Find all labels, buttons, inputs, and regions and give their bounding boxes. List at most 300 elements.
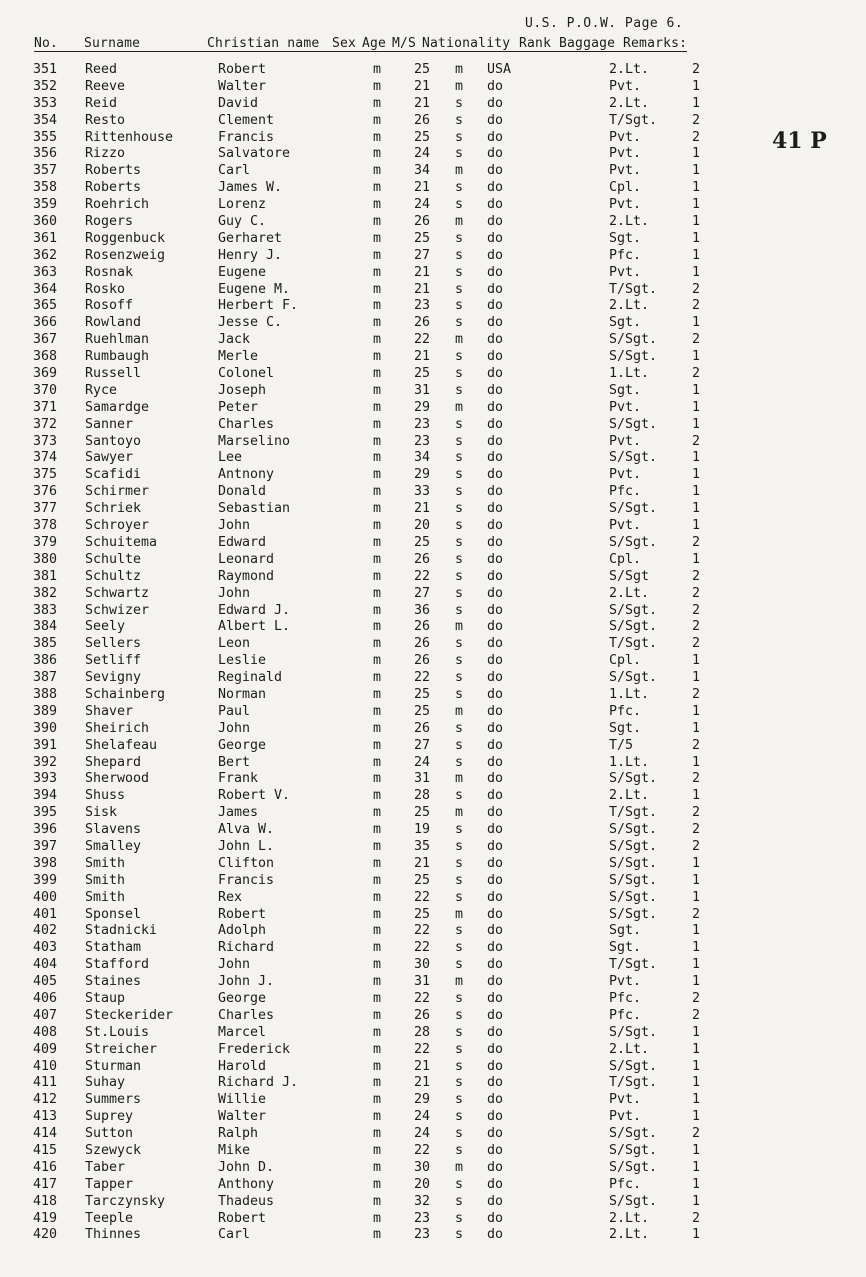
marital-status: s bbox=[455, 889, 464, 905]
baggage-count: 1 bbox=[692, 518, 701, 534]
nationality: do bbox=[487, 382, 504, 398]
surname: Smith bbox=[85, 872, 126, 888]
sex: m bbox=[373, 1159, 382, 1175]
surname: Rosko bbox=[85, 281, 126, 297]
surname: Russell bbox=[85, 366, 142, 382]
age: 33 bbox=[414, 484, 431, 500]
table-row bbox=[0, 163, 866, 180]
table-row bbox=[0, 704, 866, 721]
baggage-count: 2 bbox=[692, 112, 701, 128]
marital-status: m bbox=[455, 1159, 464, 1175]
marital-status: s bbox=[455, 95, 464, 111]
row-number: 356 bbox=[33, 146, 58, 162]
rank: Pfc. bbox=[609, 703, 642, 719]
row-number: 387 bbox=[33, 670, 58, 686]
nationality: do bbox=[487, 484, 504, 500]
surname: Shelafeau bbox=[85, 737, 158, 753]
christian-name: Paul bbox=[218, 703, 251, 719]
table-row bbox=[0, 265, 866, 282]
age: 24 bbox=[414, 197, 431, 213]
surname: Thinnes bbox=[85, 1227, 142, 1243]
table-row bbox=[0, 991, 866, 1008]
christian-name: Donald bbox=[218, 484, 267, 500]
row-number: 377 bbox=[33, 501, 58, 517]
table-row bbox=[0, 822, 866, 839]
surname: Santoyo bbox=[85, 433, 142, 449]
nationality: do bbox=[487, 450, 504, 466]
surname: Schriek bbox=[85, 501, 142, 517]
baggage-count: 1 bbox=[692, 788, 701, 804]
marital-status: s bbox=[455, 653, 464, 669]
table-row bbox=[0, 1008, 866, 1025]
marital-status: s bbox=[455, 349, 464, 365]
marital-status: s bbox=[455, 281, 464, 297]
baggage-count: 1 bbox=[692, 467, 701, 483]
sex: m bbox=[373, 214, 382, 230]
sex: m bbox=[373, 788, 382, 804]
baggage-count: 1 bbox=[692, 146, 701, 162]
marital-status: s bbox=[455, 585, 464, 601]
surname: Sponsel bbox=[85, 906, 142, 922]
baggage-count: 1 bbox=[692, 1092, 701, 1108]
table-row bbox=[0, 130, 866, 147]
row-number: 372 bbox=[33, 416, 58, 432]
sex: m bbox=[373, 366, 382, 382]
age: 23 bbox=[414, 1227, 431, 1243]
baggage-count: 2 bbox=[692, 366, 701, 382]
rank: 2.Lt. bbox=[609, 62, 650, 77]
nationality: do bbox=[487, 399, 504, 415]
nationality: do bbox=[487, 551, 504, 567]
sex: m bbox=[373, 264, 382, 280]
baggage-count: 1 bbox=[692, 349, 701, 365]
sex: m bbox=[373, 754, 382, 770]
surname: Summers bbox=[85, 1092, 142, 1108]
age: 26 bbox=[414, 720, 431, 736]
nationality: do bbox=[487, 1210, 504, 1226]
sex: m bbox=[373, 484, 382, 500]
row-number: 391 bbox=[33, 737, 58, 753]
age: 21 bbox=[414, 95, 431, 111]
age: 31 bbox=[414, 771, 431, 787]
baggage-count: 2 bbox=[692, 822, 701, 838]
nationality: do bbox=[487, 822, 504, 838]
age: 32 bbox=[414, 1193, 431, 1209]
marital-status: s bbox=[455, 484, 464, 500]
nationality: do bbox=[487, 889, 504, 905]
table-row bbox=[0, 349, 866, 366]
nationality: do bbox=[487, 1109, 504, 1125]
row-number: 397 bbox=[33, 838, 58, 854]
christian-name: Guy C. bbox=[218, 214, 267, 230]
age: 22 bbox=[414, 923, 431, 939]
rank: S/Sgt bbox=[609, 568, 650, 584]
surname: Sevigny bbox=[85, 670, 142, 686]
rank: Pvt. bbox=[609, 1109, 642, 1125]
baggage-count: 1 bbox=[692, 180, 701, 196]
age: 22 bbox=[414, 1143, 431, 1158]
surname: Schirmer bbox=[85, 484, 150, 500]
nationality: do bbox=[487, 957, 504, 973]
row-number: 359 bbox=[33, 197, 58, 213]
marital-status: s bbox=[455, 855, 464, 871]
age: 25 bbox=[414, 366, 431, 382]
baggage-count: 2 bbox=[692, 636, 701, 652]
table-row bbox=[0, 873, 866, 890]
christian-name: Richard bbox=[218, 940, 275, 956]
row-number: 395 bbox=[33, 805, 58, 821]
baggage-count: 1 bbox=[692, 78, 701, 94]
nationality: do bbox=[487, 433, 504, 449]
table-row bbox=[0, 1227, 866, 1244]
rank: Pvt. bbox=[609, 146, 642, 162]
sex: m bbox=[373, 1193, 382, 1209]
marital-status: s bbox=[455, 1210, 464, 1226]
table-row bbox=[0, 805, 866, 822]
christian-name: Norman bbox=[218, 686, 267, 702]
table-row bbox=[0, 957, 866, 974]
row-number: 394 bbox=[33, 788, 58, 804]
surname: Rumbaugh bbox=[85, 349, 150, 365]
christian-name: Eugene bbox=[218, 264, 267, 280]
table-row bbox=[0, 586, 866, 603]
row-number: 419 bbox=[33, 1210, 58, 1226]
table-row bbox=[0, 619, 866, 636]
surname: Sheirich bbox=[85, 720, 150, 736]
surname: Rogers bbox=[85, 214, 134, 230]
baggage-count: 1 bbox=[692, 1176, 701, 1192]
rank: Pvt. bbox=[609, 399, 642, 415]
christian-name: Antnony bbox=[218, 467, 275, 483]
nationality: do bbox=[487, 197, 504, 213]
age: 25 bbox=[414, 703, 431, 719]
baggage-count: 1 bbox=[692, 95, 701, 111]
surname: Shuss bbox=[85, 788, 126, 804]
table-row bbox=[0, 1194, 866, 1211]
age: 23 bbox=[414, 1210, 431, 1226]
row-number: 368 bbox=[33, 349, 58, 365]
baggage-count: 1 bbox=[692, 1143, 701, 1158]
christian-name: Jack bbox=[218, 332, 251, 348]
marital-status: s bbox=[455, 788, 464, 804]
christian-name: James W. bbox=[218, 180, 283, 196]
christian-name: Carl bbox=[218, 163, 251, 179]
baggage-count: 1 bbox=[692, 1109, 701, 1125]
sex: m bbox=[373, 737, 382, 753]
marital-status: m bbox=[455, 906, 464, 922]
surname: Schulte bbox=[85, 551, 142, 567]
sex: m bbox=[373, 315, 382, 331]
marital-status: s bbox=[455, 1075, 464, 1091]
handwritten-page-stamp: 41 P bbox=[772, 128, 827, 154]
christian-name: Albert L. bbox=[218, 619, 291, 635]
surname: Stafford bbox=[85, 957, 150, 973]
christian-name: Colonel bbox=[218, 366, 275, 382]
baggage-count: 1 bbox=[692, 703, 701, 719]
marital-status: m bbox=[455, 771, 464, 787]
rank: T/5 bbox=[609, 737, 634, 753]
age: 22 bbox=[414, 889, 431, 905]
baggage-count: 1 bbox=[692, 501, 701, 517]
nationality: do bbox=[487, 1227, 504, 1243]
baggage-count: 2 bbox=[692, 737, 701, 753]
age: 24 bbox=[414, 1109, 431, 1125]
baggage-count: 1 bbox=[692, 754, 701, 770]
age: 29 bbox=[414, 467, 431, 483]
row-number: 379 bbox=[33, 534, 58, 550]
christian-name: Thadeus bbox=[218, 1193, 275, 1209]
age: 22 bbox=[414, 940, 431, 956]
sex: m bbox=[373, 112, 382, 128]
table-row bbox=[0, 282, 866, 299]
table-row bbox=[0, 687, 866, 704]
row-number: 413 bbox=[33, 1109, 58, 1125]
row-number: 383 bbox=[33, 602, 58, 618]
row-number: 407 bbox=[33, 1007, 58, 1023]
baggage-count: 1 bbox=[692, 382, 701, 398]
christian-name: Peter bbox=[218, 399, 259, 415]
christian-name: Edward bbox=[218, 534, 267, 550]
row-number: 388 bbox=[33, 686, 58, 702]
sex: m bbox=[373, 281, 382, 297]
surname: Sturman bbox=[85, 1058, 142, 1074]
age: 26 bbox=[414, 214, 431, 230]
marital-status: s bbox=[455, 838, 464, 854]
rank: Pvt. bbox=[609, 518, 642, 534]
sex: m bbox=[373, 805, 382, 821]
nationality: do bbox=[487, 636, 504, 652]
row-number: 374 bbox=[33, 450, 58, 466]
christian-name: Salvatore bbox=[218, 146, 291, 162]
nationality: do bbox=[487, 366, 504, 382]
rank: Sgt. bbox=[609, 315, 642, 331]
christian-name: Leon bbox=[218, 636, 251, 652]
age: 25 bbox=[414, 534, 431, 550]
baggage-count: 1 bbox=[692, 940, 701, 956]
surname: Sawyer bbox=[85, 450, 134, 466]
baggage-count: 1 bbox=[692, 484, 701, 500]
nationality: do bbox=[487, 349, 504, 365]
marital-status: s bbox=[455, 247, 464, 263]
christian-name: Richard J. bbox=[218, 1075, 299, 1091]
row-number: 366 bbox=[33, 315, 58, 331]
sex: m bbox=[373, 568, 382, 584]
surname: Slavens bbox=[85, 822, 142, 838]
rank: 2.Lt. bbox=[609, 788, 650, 804]
nationality: do bbox=[487, 974, 504, 990]
table-row bbox=[0, 366, 866, 383]
rank: S/Sgt. bbox=[609, 450, 658, 466]
table-row bbox=[0, 501, 866, 518]
sex: m bbox=[373, 653, 382, 669]
sex: m bbox=[373, 332, 382, 348]
sex: m bbox=[373, 298, 382, 314]
age: 25 bbox=[414, 62, 431, 77]
row-number: 403 bbox=[33, 940, 58, 956]
baggage-count: 1 bbox=[692, 872, 701, 888]
nationality: do bbox=[487, 855, 504, 871]
sex: m bbox=[373, 940, 382, 956]
marital-status: s bbox=[455, 1109, 464, 1125]
sex: m bbox=[373, 889, 382, 905]
surname: Schroyer bbox=[85, 518, 150, 534]
nationality: do bbox=[487, 703, 504, 719]
table-row bbox=[0, 569, 866, 586]
marital-status: s bbox=[455, 230, 464, 246]
marital-status: s bbox=[455, 754, 464, 770]
sex: m bbox=[373, 585, 382, 601]
christian-name: John D. bbox=[218, 1159, 275, 1175]
rank: 2.Lt. bbox=[609, 298, 650, 314]
baggage-count: 1 bbox=[692, 1193, 701, 1209]
table-row bbox=[0, 180, 866, 197]
marital-status: s bbox=[455, 1126, 464, 1142]
sex: m bbox=[373, 923, 382, 939]
table-row bbox=[0, 1143, 866, 1160]
baggage-count: 1 bbox=[692, 1227, 701, 1243]
surname: Staup bbox=[85, 990, 126, 1006]
rank: Pfc. bbox=[609, 484, 642, 500]
christian-name: Henry J. bbox=[218, 247, 283, 263]
table-row bbox=[0, 738, 866, 755]
row-number: 364 bbox=[33, 281, 58, 297]
sex: m bbox=[373, 1024, 382, 1040]
rank: S/Sgt. bbox=[609, 602, 658, 618]
row-number: 351 bbox=[33, 62, 58, 77]
rank: Sgt. bbox=[609, 923, 642, 939]
rank: Pfc. bbox=[609, 1176, 642, 1192]
marital-status: s bbox=[455, 1227, 464, 1243]
age: 25 bbox=[414, 872, 431, 888]
age: 21 bbox=[414, 180, 431, 196]
rank: T/Sgt. bbox=[609, 281, 658, 297]
sex: m bbox=[373, 78, 382, 94]
surname: Suhay bbox=[85, 1075, 126, 1091]
marital-status: m bbox=[455, 399, 464, 415]
nationality: do bbox=[487, 298, 504, 314]
header-surname: Surname bbox=[84, 36, 141, 51]
surname: Sisk bbox=[85, 805, 118, 821]
surname: Shepard bbox=[85, 754, 142, 770]
surname: Rizzo bbox=[85, 146, 126, 162]
rank: S/Sgt. bbox=[609, 332, 658, 348]
sex: m bbox=[373, 197, 382, 213]
sex: m bbox=[373, 180, 382, 196]
table-row bbox=[0, 96, 866, 113]
rank: Pvt. bbox=[609, 467, 642, 483]
surname: St.Louis bbox=[85, 1024, 150, 1040]
table-row bbox=[0, 1059, 866, 1076]
nationality: do bbox=[487, 518, 504, 534]
table-row bbox=[0, 721, 866, 738]
rank: Pvt. bbox=[609, 163, 642, 179]
baggage-count: 1 bbox=[692, 551, 701, 567]
christian-name: Sebastian bbox=[218, 501, 291, 517]
christian-name: Frederick bbox=[218, 1041, 291, 1057]
age: 24 bbox=[414, 1126, 431, 1142]
row-number: 393 bbox=[33, 771, 58, 787]
surname: Reid bbox=[85, 95, 118, 111]
table-row bbox=[0, 1211, 866, 1228]
baggage-count: 2 bbox=[692, 281, 701, 297]
rank: S/Sgt. bbox=[609, 1193, 658, 1209]
table-row bbox=[0, 450, 866, 467]
surname: Schuitema bbox=[85, 534, 158, 550]
row-number: 369 bbox=[33, 366, 58, 382]
rank: S/Sgt. bbox=[609, 1143, 658, 1158]
surname: Tapper bbox=[85, 1176, 134, 1192]
rank: Sgt. bbox=[609, 230, 642, 246]
age: 20 bbox=[414, 1176, 431, 1192]
nationality: do bbox=[487, 416, 504, 432]
table-row bbox=[0, 907, 866, 924]
age: 26 bbox=[414, 551, 431, 567]
baggage-count: 2 bbox=[692, 1126, 701, 1142]
marital-status: m bbox=[455, 332, 464, 348]
sex: m bbox=[373, 838, 382, 854]
christian-name: Mike bbox=[218, 1143, 251, 1158]
marital-status: s bbox=[455, 1193, 464, 1209]
header-baggage: Baggage bbox=[559, 36, 616, 51]
baggage-count: 1 bbox=[692, 974, 701, 990]
row-number: 385 bbox=[33, 636, 58, 652]
table-row bbox=[0, 298, 866, 315]
sex: m bbox=[373, 416, 382, 432]
marital-status: s bbox=[455, 990, 464, 1006]
baggage-count: 1 bbox=[692, 670, 701, 686]
row-number: 412 bbox=[33, 1092, 58, 1108]
age: 29 bbox=[414, 399, 431, 415]
christian-name: Marcel bbox=[218, 1024, 267, 1040]
christian-name: Robert V. bbox=[218, 788, 291, 804]
christian-name: Rex bbox=[218, 889, 243, 905]
surname: Teeple bbox=[85, 1210, 134, 1226]
marital-status: s bbox=[455, 298, 464, 314]
sex: m bbox=[373, 534, 382, 550]
table-row bbox=[0, 1075, 866, 1092]
surname: Smith bbox=[85, 855, 126, 871]
baggage-count: 2 bbox=[692, 686, 701, 702]
christian-name: John L. bbox=[218, 838, 275, 854]
page-label: U.S. P.O.W. Page 6. bbox=[525, 16, 684, 31]
sex: m bbox=[373, 450, 382, 466]
nationality: do bbox=[487, 1143, 504, 1158]
christian-name: Alva W. bbox=[218, 822, 275, 838]
nationality: do bbox=[487, 568, 504, 584]
christian-name: George bbox=[218, 737, 267, 753]
surname: Sutton bbox=[85, 1126, 134, 1142]
row-number: 384 bbox=[33, 619, 58, 635]
rank: S/Sgt. bbox=[609, 534, 658, 550]
rank: Sgt. bbox=[609, 940, 642, 956]
row-number: 382 bbox=[33, 585, 58, 601]
table-row bbox=[0, 400, 866, 417]
surname: Schwizer bbox=[85, 602, 150, 618]
rank: S/Sgt. bbox=[609, 1024, 658, 1040]
age: 21 bbox=[414, 1075, 431, 1091]
row-number: 370 bbox=[33, 382, 58, 398]
table-row bbox=[0, 484, 866, 501]
table-row bbox=[0, 670, 866, 687]
baggage-count: 2 bbox=[692, 585, 701, 601]
header-sex: Sex bbox=[332, 36, 357, 51]
surname: Reeve bbox=[85, 78, 126, 94]
christian-name: Francis bbox=[218, 872, 275, 888]
age: 25 bbox=[414, 805, 431, 821]
age: 27 bbox=[414, 585, 431, 601]
age: 26 bbox=[414, 636, 431, 652]
nationality: do bbox=[487, 1058, 504, 1074]
